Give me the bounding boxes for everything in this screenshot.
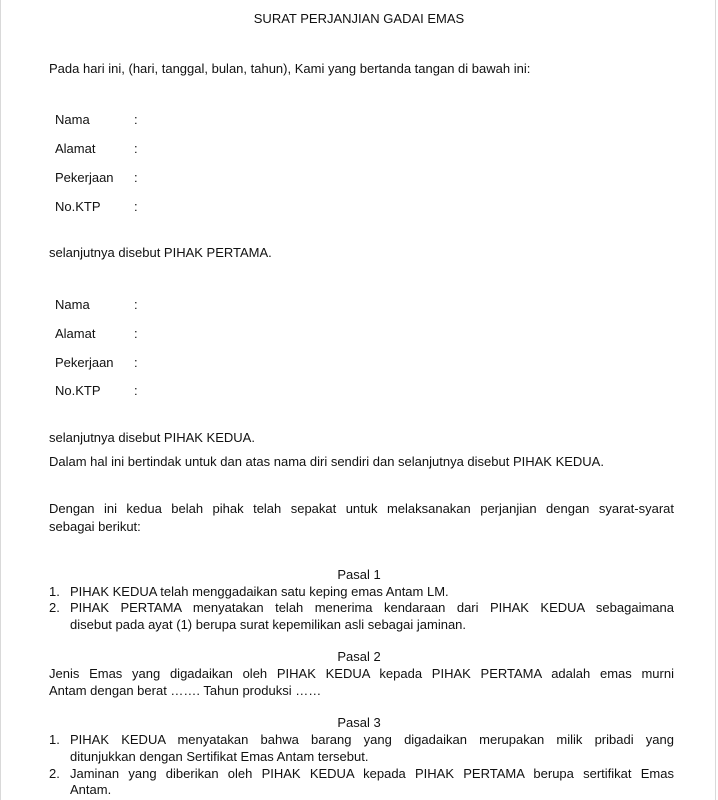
pasal-2-heading: Pasal 2 [337, 649, 381, 664]
pasal-3-item-1-line-2: ditunjukkan dengan Sertifikat Emas Antam tersebut. [70, 749, 369, 764]
pasal-3-item-2-line-1: Jaminan yang diberikan oleh PIHAK KEDUA kepada PIHAK PERTAMA berupa sertifikat Emas [70, 766, 674, 781]
field-colon: : [134, 199, 138, 214]
agreement-line-2: sebagai berikut: [49, 519, 141, 534]
document-title: SURAT PERJANJIAN GADAI EMAS [253, 11, 465, 26]
party1-field-nama: Nama [55, 112, 90, 127]
pasal-2-line-1: Jenis Emas yang digadaikan oleh PIHAK KEDUA kepada PIHAK PERTAMA adalah emas murni [49, 666, 674, 681]
party2-designation: selanjutnya disebut PIHAK KEDUA. [49, 430, 255, 445]
party2-field-alamat: Alamat [55, 326, 96, 341]
field-colon: : [134, 355, 138, 370]
field-colon: : [134, 326, 138, 341]
pasal-3-item-1-number: 1. [49, 732, 60, 747]
party2-field-pekerjaan: Pekerjaan [55, 355, 114, 370]
field-colon: : [134, 170, 138, 185]
pasal-1-item-1-text: PIHAK KEDUA telah menggadaikan satu keping emas Antam LM. [70, 584, 449, 599]
field-colon: : [134, 141, 138, 156]
pasal-3-item-2-line-2: Antam. [70, 782, 112, 797]
party1-designation: selanjutnya disebut PIHAK PERTAMA. [49, 245, 272, 260]
party1-field-pekerjaan: Pekerjaan [55, 170, 114, 185]
pasal-1-item-1-number: 1. [49, 584, 60, 599]
agreement-line-1: Dengan ini kedua belah pihak telah sepakat untuk melaksanakan perjanjian dengan syarat-syarat [49, 501, 674, 516]
pasal-1-item-2-number: 2. [49, 600, 60, 615]
party1-field-ktp: No.KTP [55, 199, 101, 214]
party2-field-nama: Nama [55, 297, 90, 312]
party2-field-ktp: No.KTP [55, 383, 101, 398]
field-colon: : [134, 112, 138, 127]
party1-field-alamat: Alamat [55, 141, 96, 156]
pasal-1-item-2-line-1: PIHAK PERTAMA menyatakan telah menerima kendaraan dari PIHAK KEDUA sebagaimana [70, 600, 674, 615]
pasal-2-line-2: Antam dengan berat ……. Tahun produksi …… [49, 683, 322, 698]
pasal-1-item-2-line-2: disebut pada ayat (1) berupa surat kepemilikan asli sebagai jaminan. [70, 617, 467, 632]
field-colon: : [134, 297, 138, 312]
pasal-1-heading: Pasal 1 [337, 567, 381, 582]
pasal-3-heading: Pasal 3 [337, 715, 381, 730]
field-colon: : [134, 383, 138, 398]
pasal-3-item-2-number: 2. [49, 766, 60, 781]
party2-note: Dalam hal ini bertindak untuk dan atas nama diri sendiri dan selanjutnya disebut PIHAK KEDUA. [49, 454, 604, 469]
pasal-3-item-1-line-1: PIHAK KEDUA menyatakan bahwa barang yang digadaikan merupakan milik pribadi yang [70, 732, 674, 747]
intro-text: Pada hari ini, (hari, tanggal, bulan, tahun), Kami yang bertanda tangan di bawah ini: [49, 61, 531, 76]
